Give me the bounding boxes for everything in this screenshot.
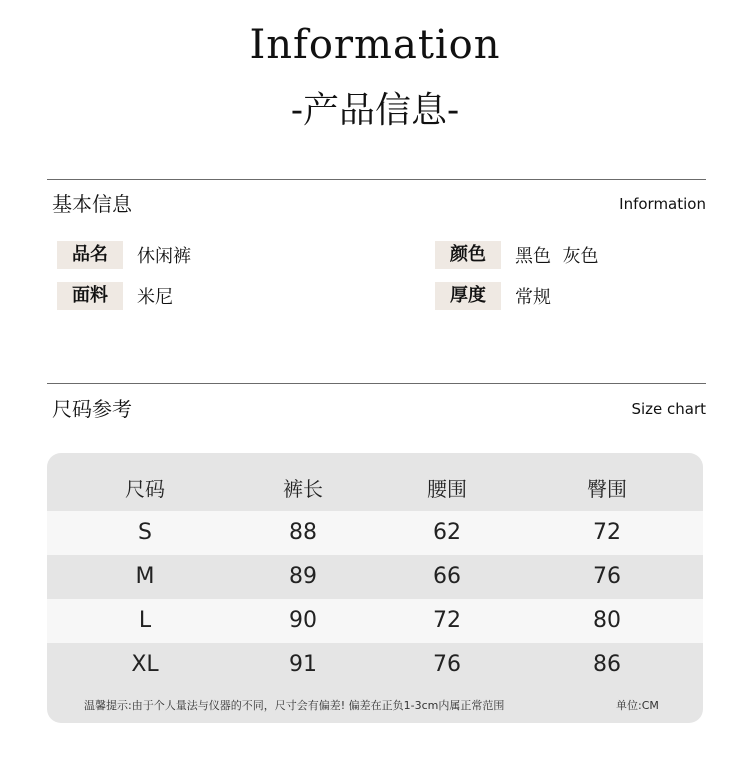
attr-key: 厚度 xyxy=(435,282,501,310)
section-divider-size xyxy=(47,383,706,384)
cell-hip: 76 xyxy=(593,564,621,589)
column-header-hip: 臀围 xyxy=(587,477,627,501)
attr-value: 米尼 xyxy=(137,287,173,308)
attr-product-name xyxy=(57,241,191,269)
cell-hip: 86 xyxy=(593,652,621,677)
attr-value: 休闲裤 xyxy=(137,246,191,267)
attr-key: 颜色 xyxy=(435,241,501,269)
cell-hip: 80 xyxy=(593,608,621,633)
cell-length: 90 xyxy=(289,608,317,633)
cell-length: 89 xyxy=(289,564,317,589)
title-chinese: -产品信息- xyxy=(290,90,460,131)
cell-size: M xyxy=(135,564,155,589)
cell-waist: 72 xyxy=(433,608,461,633)
attr-value: 黑色 灰色 xyxy=(515,246,599,267)
size-chart-table xyxy=(47,453,703,723)
cell-length: 91 xyxy=(289,652,317,677)
unit-label: 单位:CM xyxy=(616,699,659,712)
table-header-row xyxy=(47,467,703,511)
table-row xyxy=(47,555,703,599)
cell-hip: 72 xyxy=(593,520,621,545)
cell-waist: 66 xyxy=(433,564,461,589)
cell-length: 88 xyxy=(289,520,317,545)
section-title-size-cn: 尺码参考 xyxy=(52,397,132,421)
column-header-size: 尺码 xyxy=(125,477,165,501)
measurement-note: 温馨提示:由于个人量法与仪器的不同，尺寸会有偏差! 偏差在正负1-3cm内属正常范围 xyxy=(84,699,505,712)
cell-size: S xyxy=(138,520,152,545)
cell-waist: 62 xyxy=(433,520,461,545)
cell-size: L xyxy=(138,608,152,633)
cell-size: XL xyxy=(131,652,159,677)
section-divider-basic xyxy=(47,179,706,180)
column-header-waist: 腰围 xyxy=(427,477,467,501)
cell-waist: 76 xyxy=(433,652,461,677)
section-title-basic-cn: 基本信息 xyxy=(52,192,132,216)
attr-thickness xyxy=(435,282,551,310)
attr-key: 面料 xyxy=(57,282,123,310)
column-header-length: 裤长 xyxy=(283,477,323,501)
table-row xyxy=(47,511,703,555)
attr-key: 品名 xyxy=(57,241,123,269)
section-title-basic-en: Information xyxy=(619,195,706,213)
attr-color xyxy=(435,241,598,269)
section-title-size-en: Size chart xyxy=(631,400,706,418)
table-row xyxy=(47,599,703,643)
title-english: Information xyxy=(249,22,501,68)
table-row xyxy=(47,643,703,687)
attr-fabric xyxy=(57,282,173,310)
attr-value: 常规 xyxy=(515,287,551,308)
